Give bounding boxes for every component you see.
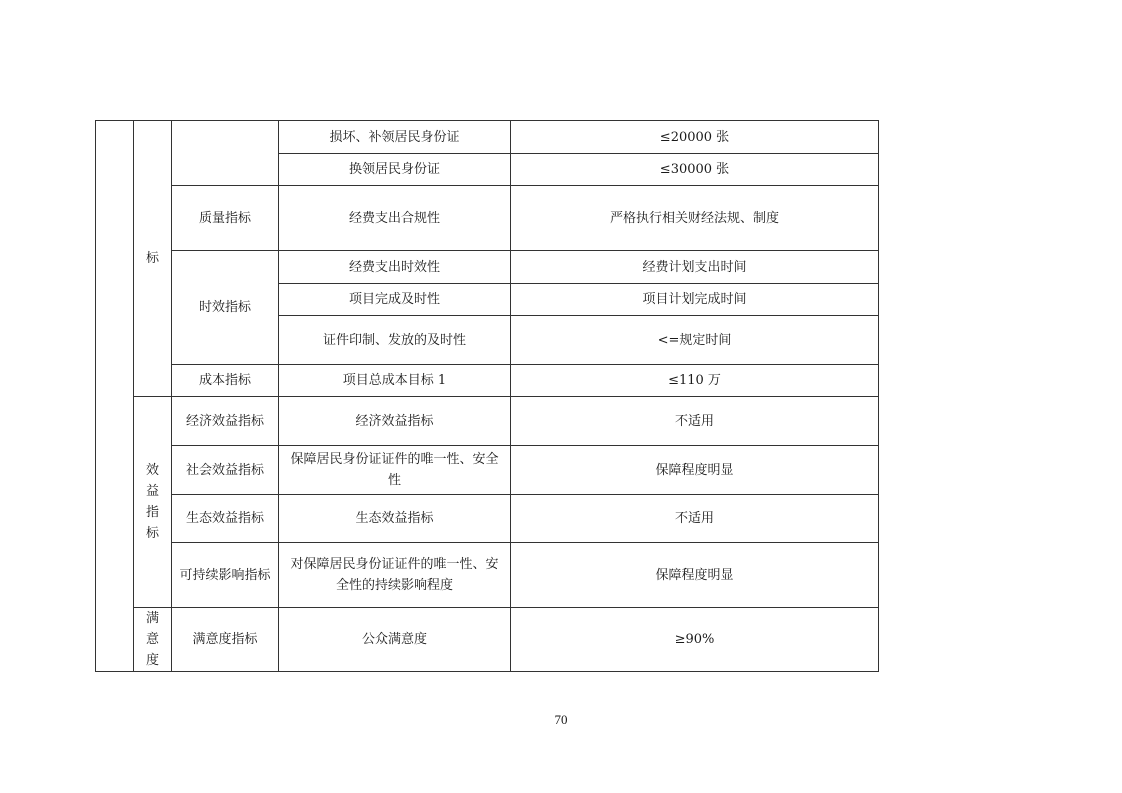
value-cell: 不适用 [511, 495, 879, 543]
indicator-cell: 经费支出时效性 [279, 251, 511, 284]
indicator-cell: 项目总成本目标 1 [279, 365, 511, 397]
table-row [96, 121, 879, 154]
value-cell: ≤20000 张 [511, 121, 879, 154]
value-cell: 项目计划完成时间 [511, 284, 879, 316]
value-cell: 保障程度明显 [511, 446, 879, 495]
level3-cell: 满意度指标 [172, 608, 279, 672]
level2-satisfaction-cell [134, 608, 172, 672]
value-cell: <=规定时间 [511, 316, 879, 365]
value-cell: ≤30000 张 [511, 154, 879, 186]
level3-cell: 社会效益指标 [172, 446, 279, 495]
value-cell: ≤110 万 [511, 365, 879, 397]
indicator-cell: 项目完成及时性 [279, 284, 511, 316]
value-cell: ≥90% [511, 608, 879, 672]
indicator-cell: 对保障居民身份证证件的唯一性、安全性的持续影响程度 [279, 543, 511, 608]
table-row [96, 608, 879, 672]
vertical-label-benefit: 效益指标 [145, 463, 159, 541]
table-row [96, 446, 879, 495]
level1-cell [96, 121, 134, 672]
level3-cell [172, 121, 279, 186]
value-cell: 经费计划支出时间 [511, 251, 879, 284]
indicator-cell: 换领居民身份证 [279, 154, 511, 186]
table-row [96, 543, 879, 608]
indicator-cell: 经费支出合规性 [279, 186, 511, 251]
table-row [96, 186, 879, 251]
level3-cell: 可持续影响指标 [172, 543, 279, 608]
table-row [96, 365, 879, 397]
indicator-cell: 生态效益指标 [279, 495, 511, 543]
indicator-cell: 经济效益指标 [279, 397, 511, 446]
indicator-cell: 证件印制、发放的及时性 [279, 316, 511, 365]
level3-cell: 质量指标 [172, 186, 279, 251]
level3-cell: 成本指标 [172, 365, 279, 397]
vertical-label-satisfaction: 满意度 [145, 611, 159, 668]
performance-indicator-table [95, 120, 879, 672]
table-row [96, 251, 879, 284]
table-row [96, 495, 879, 543]
level3-cell: 经济效益指标 [172, 397, 279, 446]
level2-benefit-cell [134, 397, 172, 608]
table-row [96, 397, 879, 446]
level3-cell: 生态效益指标 [172, 495, 279, 543]
level3-cell: 时效指标 [172, 251, 279, 365]
indicator-cell: 损坏、补领居民身份证 [279, 121, 511, 154]
indicator-cell: 公众满意度 [279, 608, 511, 672]
value-cell: 不适用 [511, 397, 879, 446]
page-number: 70 [554, 712, 568, 727]
value-cell: 严格执行相关财经法规、制度 [511, 186, 879, 251]
value-cell: 保障程度明显 [511, 543, 879, 608]
indicator-cell: 保障居民身份证证件的唯一性、安全性 [279, 446, 511, 495]
level2-output-cell: 标 [134, 121, 172, 397]
